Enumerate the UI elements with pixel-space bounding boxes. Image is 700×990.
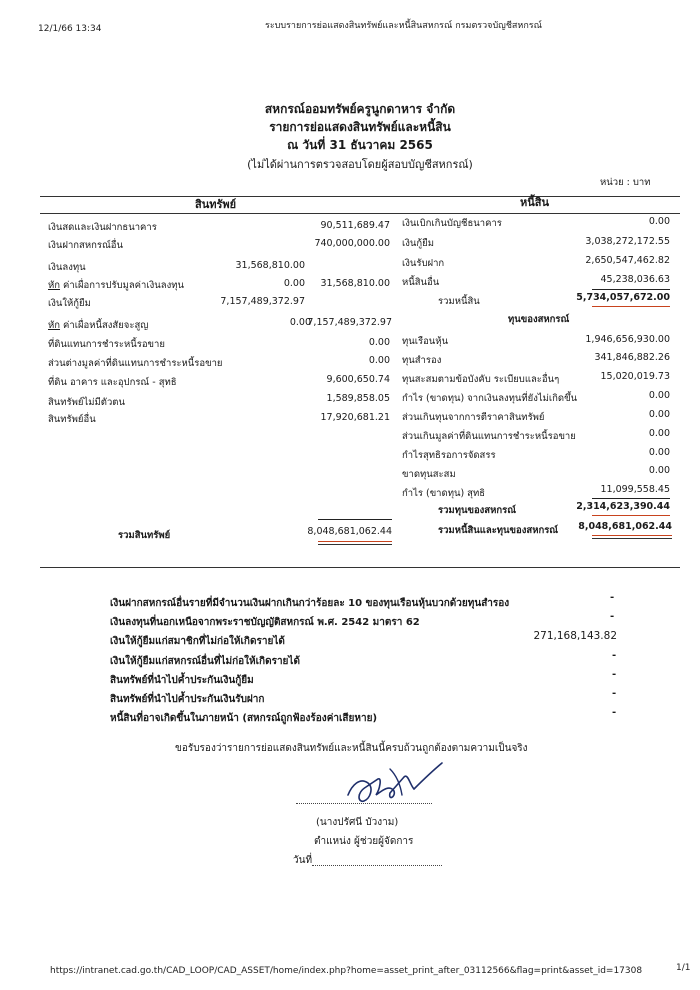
asset-label: สินทรัพย์ไม่มีตัวตน [48, 397, 125, 408]
equity-label: กำไรสุทธิรอการจัดสรร [402, 450, 496, 461]
equity-label: ส่วนเกินทุนจากการตีราคาสินทรัพย์ [402, 412, 545, 423]
asset-amount: 31,568,810.00 [320, 278, 390, 289]
equity-label: กำไร (ขาดทุน) จากเงินลงทุนที่ยังไม่เกิดขึ้น [402, 393, 578, 404]
asset-amount: 9,600,650.74 [326, 374, 390, 385]
asset-label: ส่วนต่างมูลค่าที่ดินแทนการชำระหนี้รอขาย [48, 358, 223, 369]
asset-deduct-label: ค่าเผื่อการปรับมูลค่าเงินลงทุน [60, 280, 184, 291]
equity-label: กำไร (ขาดทุน) สุทธิ [402, 488, 486, 499]
print-url: https://intranet.cad.go.th/CAD_LOOP/CAD_ASSET/home/index.php?home=asset_print_after_03112566&flag=print&asset_id=17308 [50, 966, 643, 976]
asset-label: เงินสดและเงินฝากธนาคาร [48, 222, 157, 233]
footnote-label: เงินให้กู้ยืมแก่สหกรณ์อื่นที่ไม่ก่อให้เกิดรายได้ [110, 656, 300, 667]
total-assets-amount: 8,048,681,062.44 [307, 526, 392, 537]
asset-sub-amount: 7,157,489,372.97 [220, 296, 305, 307]
equity-amount: 0.00 [648, 465, 670, 476]
footnote-value: - [612, 669, 617, 680]
equity-label: ทุนเรือนหุ้น [402, 336, 449, 347]
liability-label: หนี้สินอื่น [402, 277, 440, 288]
total-liabilities-label: รวมหนี้สิน [438, 296, 480, 307]
asset-label [48, 280, 184, 292]
signature-image [330, 755, 460, 815]
asset-amount: 0.00 [368, 337, 390, 348]
total-assets-label: รวมสินทรัพย์ [118, 530, 171, 541]
equity-amount: 0.00 [648, 447, 670, 458]
asset-label: สินทรัพย์อื่น [48, 414, 96, 425]
footnote-value: 271,168,143.82 [533, 630, 617, 642]
assets-header: สินทรัพย์ [195, 198, 237, 211]
total-liabilities-amount: 5,734,057,672.00 [576, 292, 670, 303]
deduct-prefix: หัก [48, 320, 61, 331]
asset-label: เงินให้กู้ยืม [48, 298, 91, 309]
asset-label: ที่ดินแทนการชำระหนี้รอขาย [48, 339, 165, 350]
equity-amount: 0.00 [648, 428, 670, 439]
asset-amount: 1,589,858.05 [326, 393, 390, 404]
total-equity-amount: 2,314,623,390.44 [576, 501, 670, 512]
asset-amount: 7,157,489,372.97 [307, 317, 392, 328]
equity-label: ส่วนเกินมูลค่าที่ดินแทนการชำระหนี้รอขาย [402, 431, 576, 442]
signer-name: (นางปรัศนี บัวงาม) [316, 817, 399, 828]
footnote-value: - [610, 592, 615, 603]
equity-label: ขาดทุนสะสม [402, 469, 456, 480]
footnote-value: - [612, 707, 617, 718]
report-date: ณ วันที่ 31 ธันวาคม 2565 [287, 138, 433, 152]
footnote-label: หนี้สินที่อาจเกิดขึ้นในภายหน้า (สหกรณ์ถูกฟ้องร้องค่าเสียหาย) [110, 713, 378, 724]
print-datetime: 12/1/66 13:34 [38, 24, 102, 34]
asset-label: เงินฝากสหกรณ์อื่น [48, 240, 123, 251]
asset-sub-amount: 0.00 [289, 317, 311, 328]
equity-amount: 0.00 [648, 390, 670, 401]
liability-amount: 0.00 [648, 216, 670, 227]
equity-amount: 341,846,882.26 [594, 352, 670, 363]
equity-amount: 11,099,558.45 [600, 484, 670, 495]
asset-sub-amount: 31,568,810.00 [235, 260, 305, 271]
equity-amount: 0.00 [648, 409, 670, 420]
asset-deduct-label: ค่าเผื่อหนี้สงสัยจะสูญ [60, 320, 149, 331]
page-number: 1/1 [676, 963, 691, 973]
asset-amount: 17,920,681.21 [320, 412, 390, 423]
grand-total-label: รวมหนี้สินและทุนของสหกรณ์ [438, 525, 559, 536]
certification-statement: ขอรับรองว่ารายการย่อแสดงสินทรัพย์และหนี้สินนี้ครบถ้วนถูกต้องตามความเป็นจริง [175, 743, 528, 754]
footnote-label: เงินให้กู้ยืมแก่สมาชิกที่ไม่ก่อให้เกิดรายได้ [110, 636, 285, 647]
unit-label: หน่วย : บาท [600, 177, 651, 188]
report-note: (ไม่ได้ผ่านการตรวจสอบโดยผู้สอบบัญชีสหกรณ์) [247, 158, 473, 171]
liabilities-header: หนี้สิน [520, 196, 550, 209]
deduct-prefix: หัก [48, 280, 61, 291]
asset-sub-amount: 0.00 [283, 278, 305, 289]
total-equity-label: รวมทุนของสหกรณ์ [438, 505, 517, 516]
footnote-value: - [612, 688, 617, 699]
equity-label: ทุนสำรอง [402, 355, 442, 366]
grand-total-amount: 8,048,681,062.44 [578, 521, 672, 532]
asset-amount: 740,000,000.00 [314, 238, 390, 249]
footnote-value: - [612, 650, 617, 661]
liability-amount: 45,238,036.63 [600, 274, 670, 285]
footnote-label: สินทรัพย์ที่นำไปค้ำประกันเงินกู้ยืม [110, 675, 254, 686]
org-name: สหกรณ์ออมทรัพย์ครูนูกดาหาร จำกัด [264, 102, 456, 116]
equity-header: ทุนของสหกรณ์ [508, 314, 570, 325]
liability-label: เงินรับฝาก [402, 258, 445, 269]
equity-amount: 1,946,656,930.00 [585, 334, 670, 345]
footnote-label: เงินลงทุนที่นอกเหนือจากพระราชบัญญัติสหกรณ์ พ.ศ. 2542 มาตรา 62 [110, 617, 420, 628]
asset-label [48, 320, 148, 332]
report-title: รายการย่อแสดงสินทรัพย์และหนี้สิน [269, 120, 451, 134]
asset-amount: 90,511,689.47 [320, 220, 390, 231]
footnote-value: - [610, 611, 615, 622]
liability-label: เงินเบิกเกินบัญชีธนาคาร [402, 218, 502, 229]
equity-label: ทุนสะสมตามข้อบังคับ ระเบียบและอื่นๆ [402, 374, 560, 385]
asset-label: ที่ดิน อาคาร และอุปกรณ์ - สุทธิ [48, 377, 177, 388]
liability-amount: 3,038,272,172.55 [585, 236, 670, 247]
sign-date-label: วันที่ [293, 855, 313, 866]
system-title: ระบบรายการย่อแสดงสินทรัพย์และหนี้สินสหกรณ์ กรมตรวจบัญชีสหกรณ์ [265, 21, 542, 31]
asset-label: เงินลงทุน [48, 262, 86, 273]
signer-position: ตำแหน่ง ผู้ช่วยผู้จัดการ [314, 836, 414, 847]
equity-amount: 15,020,019.73 [600, 371, 670, 382]
liability-label: เงินกู้ยืม [402, 238, 434, 249]
footnote-label: สินทรัพย์ที่นำไปค้ำประกันเงินรับฝาก [110, 694, 265, 705]
footnote-label: เงินฝากสหกรณ์อื่นรายที่มีจำนวนเงินฝากเกินกว่าร้อยละ 10 ของทุนเรือนหุ้นบวกด้วยทุนสำรอง [110, 598, 510, 609]
asset-amount: 0.00 [368, 355, 390, 366]
liability-amount: 2,650,547,462.82 [585, 255, 670, 266]
